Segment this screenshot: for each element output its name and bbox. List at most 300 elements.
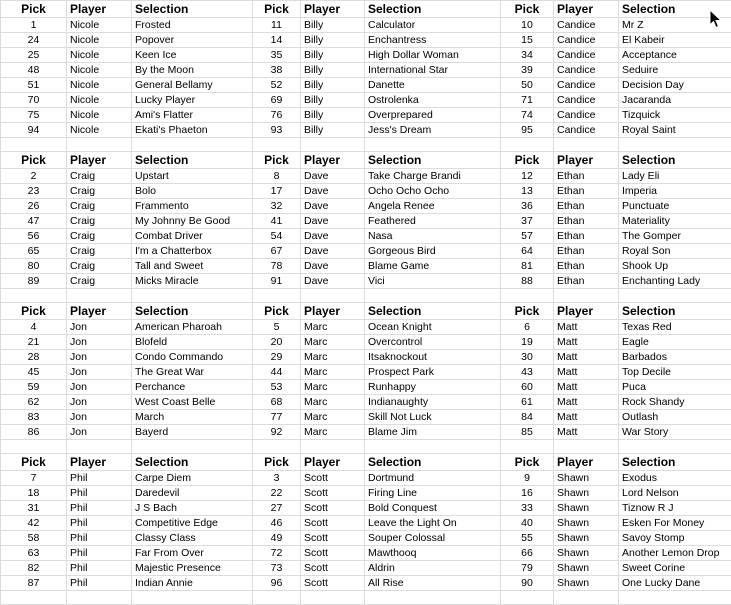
player-cell[interactable]: Candice — [554, 63, 619, 78]
pick-cell[interactable]: 29 — [253, 350, 301, 365]
pick-cell[interactable]: 28 — [1, 350, 67, 365]
player-cell[interactable]: Jon — [67, 395, 132, 410]
selection-cell[interactable]: The Great War — [132, 365, 253, 380]
selection-cell[interactable]: Angela Renee — [365, 199, 501, 214]
pick-header[interactable]: Pick — [501, 152, 554, 169]
pick-cell[interactable]: 67 — [253, 244, 301, 259]
player-cell[interactable]: Scott — [301, 531, 365, 546]
player-cell[interactable]: Shawn — [554, 546, 619, 561]
player-cell[interactable]: Scott — [301, 516, 365, 531]
pick-cell[interactable]: 21 — [1, 335, 67, 350]
player-cell[interactable]: Matt — [554, 425, 619, 440]
pick-cell[interactable]: 16 — [501, 486, 554, 501]
player-cell[interactable]: Scott — [301, 501, 365, 516]
pick-cell[interactable]: 7 — [1, 471, 67, 486]
player-cell[interactable]: Shawn — [554, 501, 619, 516]
selection-cell[interactable]: Esken For Money — [619, 516, 731, 531]
player-cell[interactable]: Marc — [301, 395, 365, 410]
selection-cell[interactable]: By the Moon — [132, 63, 253, 78]
pick-cell[interactable]: 25 — [1, 48, 67, 63]
pick-cell[interactable]: 51 — [1, 78, 67, 93]
selection-cell[interactable]: Materiality — [619, 214, 731, 229]
pick-cell[interactable]: 93 — [253, 123, 301, 138]
player-cell[interactable]: Jon — [67, 425, 132, 440]
empty-cell[interactable] — [132, 591, 253, 605]
empty-cell[interactable] — [67, 138, 132, 152]
pick-cell[interactable]: 76 — [253, 108, 301, 123]
selection-cell[interactable]: Lord Nelson — [619, 486, 731, 501]
player-cell[interactable]: Billy — [301, 108, 365, 123]
pick-cell[interactable]: 47 — [1, 214, 67, 229]
pick-header[interactable]: Pick — [1, 152, 67, 169]
selection-cell[interactable]: Blame Jim — [365, 425, 501, 440]
player-cell[interactable]: Matt — [554, 365, 619, 380]
pick-cell[interactable]: 6 — [501, 320, 554, 335]
player-cell[interactable]: Candice — [554, 18, 619, 33]
player-cell[interactable]: Craig — [67, 199, 132, 214]
pick-cell[interactable]: 82 — [1, 561, 67, 576]
empty-cell[interactable] — [554, 138, 619, 152]
empty-cell[interactable] — [1, 440, 67, 454]
selection-cell[interactable]: Ocho Ocho Ocho — [365, 184, 501, 199]
player-cell[interactable]: Scott — [301, 471, 365, 486]
player-cell[interactable]: Jon — [67, 335, 132, 350]
selection-cell[interactable]: Gorgeous Bird — [365, 244, 501, 259]
selection-header[interactable]: Selection — [619, 152, 731, 169]
selection-cell[interactable]: Skill Not Luck — [365, 410, 501, 425]
pick-cell[interactable]: 50 — [501, 78, 554, 93]
player-header[interactable]: Player — [301, 454, 365, 471]
pick-cell[interactable]: 72 — [253, 546, 301, 561]
pick-cell[interactable]: 40 — [501, 516, 554, 531]
selection-cell[interactable]: Royal Saint — [619, 123, 731, 138]
player-cell[interactable]: Nicole — [67, 48, 132, 63]
selection-cell[interactable]: Tall and Sweet — [132, 259, 253, 274]
selection-cell[interactable]: Another Lemon Drop — [619, 546, 731, 561]
selection-cell[interactable]: General Bellamy — [132, 78, 253, 93]
player-cell[interactable]: Nicole — [67, 108, 132, 123]
selection-cell[interactable]: Itsaknockout — [365, 350, 501, 365]
pick-cell[interactable]: 46 — [253, 516, 301, 531]
selection-header[interactable]: Selection — [365, 152, 501, 169]
player-cell[interactable]: Craig — [67, 169, 132, 184]
selection-cell[interactable]: All Rise — [365, 576, 501, 591]
selection-cell[interactable]: Upstart — [132, 169, 253, 184]
selection-cell[interactable]: Perchance — [132, 380, 253, 395]
empty-cell[interactable] — [301, 138, 365, 152]
player-cell[interactable]: Dave — [301, 244, 365, 259]
player-cell[interactable]: Billy — [301, 123, 365, 138]
player-cell[interactable]: Marc — [301, 425, 365, 440]
selection-cell[interactable]: War Story — [619, 425, 731, 440]
player-cell[interactable]: Billy — [301, 18, 365, 33]
player-cell[interactable]: Craig — [67, 259, 132, 274]
pick-cell[interactable]: 92 — [253, 425, 301, 440]
empty-cell[interactable] — [301, 289, 365, 303]
pick-header[interactable]: Pick — [501, 1, 554, 18]
pick-cell[interactable]: 1 — [1, 18, 67, 33]
player-header[interactable]: Player — [554, 454, 619, 471]
selection-cell[interactable]: West Coast Belle — [132, 395, 253, 410]
selection-cell[interactable]: Frammento — [132, 199, 253, 214]
player-cell[interactable]: Nicole — [67, 63, 132, 78]
empty-cell[interactable] — [253, 138, 301, 152]
player-cell[interactable]: Craig — [67, 274, 132, 289]
pick-cell[interactable]: 56 — [1, 229, 67, 244]
pick-header[interactable]: Pick — [253, 454, 301, 471]
player-header[interactable]: Player — [301, 303, 365, 320]
selection-cell[interactable]: Enchantress — [365, 33, 501, 48]
empty-cell[interactable] — [501, 138, 554, 152]
selection-cell[interactable]: Sweet Corine — [619, 561, 731, 576]
pick-cell[interactable]: 52 — [253, 78, 301, 93]
empty-cell[interactable] — [253, 440, 301, 454]
player-cell[interactable]: Billy — [301, 78, 365, 93]
pick-cell[interactable]: 77 — [253, 410, 301, 425]
player-cell[interactable]: Nicole — [67, 93, 132, 108]
player-cell[interactable]: Candice — [554, 48, 619, 63]
pick-cell[interactable]: 80 — [1, 259, 67, 274]
selection-cell[interactable]: I'm a Chatterbox — [132, 244, 253, 259]
selection-cell[interactable]: Classy Class — [132, 531, 253, 546]
selection-header[interactable]: Selection — [132, 303, 253, 320]
empty-cell[interactable] — [1, 138, 67, 152]
player-cell[interactable]: Phil — [67, 531, 132, 546]
selection-cell[interactable]: One Lucky Dane — [619, 576, 731, 591]
player-cell[interactable]: Nicole — [67, 78, 132, 93]
selection-cell[interactable]: Runhappy — [365, 380, 501, 395]
selection-header[interactable]: Selection — [619, 1, 731, 18]
selection-cell[interactable]: Blame Game — [365, 259, 501, 274]
empty-cell[interactable] — [365, 591, 501, 605]
pick-cell[interactable]: 53 — [253, 380, 301, 395]
pick-cell[interactable]: 91 — [253, 274, 301, 289]
selection-cell[interactable]: Vici — [365, 274, 501, 289]
pick-cell[interactable]: 11 — [253, 18, 301, 33]
selection-cell[interactable]: American Pharoah — [132, 320, 253, 335]
player-header[interactable]: Player — [67, 454, 132, 471]
selection-cell[interactable]: Royal Son — [619, 244, 731, 259]
selection-cell[interactable]: Ocean Knight — [365, 320, 501, 335]
selection-cell[interactable]: Jess's Dream — [365, 123, 501, 138]
selection-header[interactable]: Selection — [365, 454, 501, 471]
pick-cell[interactable]: 62 — [1, 395, 67, 410]
selection-cell[interactable]: Indian Annie — [132, 576, 253, 591]
player-cell[interactable]: Nicole — [67, 33, 132, 48]
selection-cell[interactable]: Top Decile — [619, 365, 731, 380]
player-cell[interactable]: Ethan — [554, 199, 619, 214]
selection-header[interactable]: Selection — [132, 1, 253, 18]
selection-cell[interactable]: Exodus — [619, 471, 731, 486]
player-cell[interactable]: Dave — [301, 199, 365, 214]
empty-cell[interactable] — [253, 591, 301, 605]
selection-cell[interactable]: Micks Miracle — [132, 274, 253, 289]
empty-cell[interactable] — [554, 440, 619, 454]
pick-cell[interactable]: 41 — [253, 214, 301, 229]
player-cell[interactable]: Phil — [67, 516, 132, 531]
selection-cell[interactable]: Puca — [619, 380, 731, 395]
player-header[interactable]: Player — [554, 152, 619, 169]
selection-cell[interactable]: Danette — [365, 78, 501, 93]
pick-cell[interactable]: 85 — [501, 425, 554, 440]
pick-cell[interactable]: 89 — [1, 274, 67, 289]
pick-cell[interactable]: 20 — [253, 335, 301, 350]
pick-cell[interactable]: 73 — [253, 561, 301, 576]
pick-cell[interactable]: 48 — [1, 63, 67, 78]
player-cell[interactable]: Phil — [67, 561, 132, 576]
pick-cell[interactable]: 96 — [253, 576, 301, 591]
pick-cell[interactable]: 68 — [253, 395, 301, 410]
empty-cell[interactable] — [132, 440, 253, 454]
pick-cell[interactable]: 65 — [1, 244, 67, 259]
player-cell[interactable]: Matt — [554, 395, 619, 410]
pick-cell[interactable]: 4 — [1, 320, 67, 335]
player-cell[interactable]: Shawn — [554, 471, 619, 486]
selection-cell[interactable]: Shook Up — [619, 259, 731, 274]
empty-cell[interactable] — [619, 591, 731, 605]
player-header[interactable]: Player — [554, 1, 619, 18]
pick-cell[interactable]: 5 — [253, 320, 301, 335]
selection-cell[interactable]: Popover — [132, 33, 253, 48]
player-cell[interactable]: Matt — [554, 380, 619, 395]
pick-cell[interactable]: 88 — [501, 274, 554, 289]
pick-cell[interactable]: 9 — [501, 471, 554, 486]
selection-cell[interactable]: Savoy Stomp — [619, 531, 731, 546]
selection-cell[interactable]: Dortmund — [365, 471, 501, 486]
selection-cell[interactable]: Frosted — [132, 18, 253, 33]
selection-cell[interactable]: J S Bach — [132, 501, 253, 516]
player-cell[interactable]: Shawn — [554, 516, 619, 531]
selection-cell[interactable]: Ekati's Phaeton — [132, 123, 253, 138]
selection-cell[interactable]: Calculator — [365, 18, 501, 33]
player-cell[interactable]: Matt — [554, 350, 619, 365]
selection-cell[interactable]: Take Charge Brandi — [365, 169, 501, 184]
player-cell[interactable]: Phil — [67, 471, 132, 486]
pick-cell[interactable]: 75 — [1, 108, 67, 123]
pick-cell[interactable]: 43 — [501, 365, 554, 380]
pick-cell[interactable]: 15 — [501, 33, 554, 48]
player-cell[interactable]: Phil — [67, 486, 132, 501]
pick-header[interactable]: Pick — [253, 303, 301, 320]
player-cell[interactable]: Ethan — [554, 169, 619, 184]
pick-cell[interactable]: 34 — [501, 48, 554, 63]
pick-cell[interactable]: 83 — [1, 410, 67, 425]
selection-cell[interactable]: Daredevil — [132, 486, 253, 501]
pick-cell[interactable]: 74 — [501, 108, 554, 123]
pick-cell[interactable]: 14 — [253, 33, 301, 48]
empty-cell[interactable] — [501, 591, 554, 605]
pick-cell[interactable]: 2 — [1, 169, 67, 184]
selection-cell[interactable]: Acceptance — [619, 48, 731, 63]
selection-cell[interactable]: Leave the Light On — [365, 516, 501, 531]
selection-cell[interactable]: Bold Conquest — [365, 501, 501, 516]
player-cell[interactable]: Jon — [67, 320, 132, 335]
pick-cell[interactable]: 17 — [253, 184, 301, 199]
selection-cell[interactable]: Seduire — [619, 63, 731, 78]
pick-cell[interactable]: 26 — [1, 199, 67, 214]
player-cell[interactable]: Dave — [301, 214, 365, 229]
player-cell[interactable]: Marc — [301, 365, 365, 380]
pick-header[interactable]: Pick — [1, 303, 67, 320]
player-cell[interactable]: Marc — [301, 380, 365, 395]
selection-cell[interactable]: Far From Over — [132, 546, 253, 561]
selection-cell[interactable]: International Star — [365, 63, 501, 78]
selection-header[interactable]: Selection — [365, 303, 501, 320]
pick-cell[interactable]: 23 — [1, 184, 67, 199]
pick-cell[interactable]: 27 — [253, 501, 301, 516]
player-cell[interactable]: Nicole — [67, 123, 132, 138]
pick-cell[interactable]: 60 — [501, 380, 554, 395]
selection-header[interactable]: Selection — [619, 303, 731, 320]
player-cell[interactable]: Marc — [301, 335, 365, 350]
selection-cell[interactable]: Lucky Player — [132, 93, 253, 108]
player-cell[interactable]: Jon — [67, 350, 132, 365]
empty-cell[interactable] — [67, 289, 132, 303]
empty-cell[interactable] — [132, 289, 253, 303]
selection-cell[interactable]: Indianaughty — [365, 395, 501, 410]
selection-header[interactable]: Selection — [132, 454, 253, 471]
player-cell[interactable]: Dave — [301, 169, 365, 184]
player-cell[interactable]: Jon — [67, 380, 132, 395]
selection-cell[interactable]: Ami's Flatter — [132, 108, 253, 123]
selection-cell[interactable]: March — [132, 410, 253, 425]
pick-cell[interactable]: 61 — [501, 395, 554, 410]
empty-cell[interactable] — [132, 138, 253, 152]
player-cell[interactable]: Billy — [301, 93, 365, 108]
player-header[interactable]: Player — [67, 1, 132, 18]
selection-cell[interactable]: Mr Z — [619, 18, 731, 33]
player-cell[interactable]: Jon — [67, 365, 132, 380]
pick-cell[interactable]: 59 — [1, 380, 67, 395]
pick-cell[interactable]: 58 — [1, 531, 67, 546]
player-cell[interactable]: Phil — [67, 501, 132, 516]
selection-cell[interactable]: Blofeld — [132, 335, 253, 350]
empty-cell[interactable] — [365, 138, 501, 152]
selection-cell[interactable]: Feathered — [365, 214, 501, 229]
pick-cell[interactable]: 64 — [501, 244, 554, 259]
selection-cell[interactable]: Eagle — [619, 335, 731, 350]
pick-cell[interactable]: 19 — [501, 335, 554, 350]
empty-cell[interactable] — [554, 591, 619, 605]
selection-cell[interactable]: The Gomper — [619, 229, 731, 244]
player-cell[interactable]: Scott — [301, 561, 365, 576]
pick-cell[interactable]: 22 — [253, 486, 301, 501]
pick-cell[interactable]: 31 — [1, 501, 67, 516]
selection-cell[interactable]: Bayerd — [132, 425, 253, 440]
player-cell[interactable]: Jon — [67, 410, 132, 425]
pick-header[interactable]: Pick — [1, 1, 67, 18]
player-cell[interactable]: Candice — [554, 93, 619, 108]
player-cell[interactable]: Phil — [67, 576, 132, 591]
player-cell[interactable]: Craig — [67, 229, 132, 244]
pick-cell[interactable]: 49 — [253, 531, 301, 546]
selection-cell[interactable]: Enchanting Lady — [619, 274, 731, 289]
pick-cell[interactable]: 12 — [501, 169, 554, 184]
player-cell[interactable]: Candice — [554, 108, 619, 123]
player-cell[interactable]: Candice — [554, 123, 619, 138]
player-cell[interactable]: Ethan — [554, 244, 619, 259]
selection-cell[interactable]: Keen Ice — [132, 48, 253, 63]
player-cell[interactable]: Billy — [301, 48, 365, 63]
player-cell[interactable]: Shawn — [554, 531, 619, 546]
pick-cell[interactable]: 38 — [253, 63, 301, 78]
pick-cell[interactable]: 69 — [253, 93, 301, 108]
empty-cell[interactable] — [301, 591, 365, 605]
selection-cell[interactable]: Mawthooq — [365, 546, 501, 561]
pick-cell[interactable]: 84 — [501, 410, 554, 425]
selection-cell[interactable]: Decision Day — [619, 78, 731, 93]
selection-cell[interactable]: Tizquick — [619, 108, 731, 123]
pick-header[interactable]: Pick — [253, 1, 301, 18]
pick-cell[interactable]: 45 — [1, 365, 67, 380]
pick-cell[interactable]: 86 — [1, 425, 67, 440]
empty-cell[interactable] — [67, 440, 132, 454]
selection-cell[interactable]: Jacaranda — [619, 93, 731, 108]
pick-cell[interactable]: 44 — [253, 365, 301, 380]
player-cell[interactable]: Dave — [301, 259, 365, 274]
pick-cell[interactable]: 54 — [253, 229, 301, 244]
pick-header[interactable]: Pick — [501, 303, 554, 320]
selection-cell[interactable]: Competitive Edge — [132, 516, 253, 531]
player-cell[interactable]: Matt — [554, 410, 619, 425]
pick-cell[interactable]: 79 — [501, 561, 554, 576]
selection-header[interactable]: Selection — [619, 454, 731, 471]
pick-cell[interactable]: 3 — [253, 471, 301, 486]
pick-cell[interactable]: 33 — [501, 501, 554, 516]
player-cell[interactable]: Craig — [67, 214, 132, 229]
pick-cell[interactable]: 57 — [501, 229, 554, 244]
empty-cell[interactable] — [1, 289, 67, 303]
player-cell[interactable]: Matt — [554, 335, 619, 350]
pick-cell[interactable]: 30 — [501, 350, 554, 365]
pick-cell[interactable]: 24 — [1, 33, 67, 48]
pick-cell[interactable]: 18 — [1, 486, 67, 501]
player-cell[interactable]: Shawn — [554, 576, 619, 591]
empty-cell[interactable] — [501, 440, 554, 454]
selection-cell[interactable]: Carpe Diem — [132, 471, 253, 486]
pick-cell[interactable]: 36 — [501, 199, 554, 214]
player-cell[interactable]: Marc — [301, 350, 365, 365]
pick-cell[interactable]: 78 — [253, 259, 301, 274]
empty-cell[interactable] — [619, 289, 731, 303]
selection-header[interactable]: Selection — [365, 1, 501, 18]
player-cell[interactable]: Scott — [301, 576, 365, 591]
pick-cell[interactable]: 13 — [501, 184, 554, 199]
player-cell[interactable]: Ethan — [554, 259, 619, 274]
player-header[interactable]: Player — [554, 303, 619, 320]
player-cell[interactable]: Dave — [301, 184, 365, 199]
selection-cell[interactable]: Overcontrol — [365, 335, 501, 350]
player-cell[interactable]: Dave — [301, 274, 365, 289]
selection-cell[interactable]: Lady Eli — [619, 169, 731, 184]
selection-cell[interactable]: Imperia — [619, 184, 731, 199]
empty-cell[interactable] — [619, 440, 731, 454]
selection-cell[interactable]: High Dollar Woman — [365, 48, 501, 63]
pick-cell[interactable]: 71 — [501, 93, 554, 108]
player-cell[interactable]: Marc — [301, 320, 365, 335]
pick-cell[interactable]: 42 — [1, 516, 67, 531]
selection-cell[interactable]: Majestic Presence — [132, 561, 253, 576]
empty-cell[interactable] — [501, 289, 554, 303]
selection-cell[interactable]: Texas Red — [619, 320, 731, 335]
empty-cell[interactable] — [301, 440, 365, 454]
player-header[interactable]: Player — [67, 303, 132, 320]
player-cell[interactable]: Marc — [301, 410, 365, 425]
player-cell[interactable]: Shawn — [554, 486, 619, 501]
empty-cell[interactable] — [253, 289, 301, 303]
selection-cell[interactable]: Aldrin — [365, 561, 501, 576]
pick-cell[interactable]: 70 — [1, 93, 67, 108]
